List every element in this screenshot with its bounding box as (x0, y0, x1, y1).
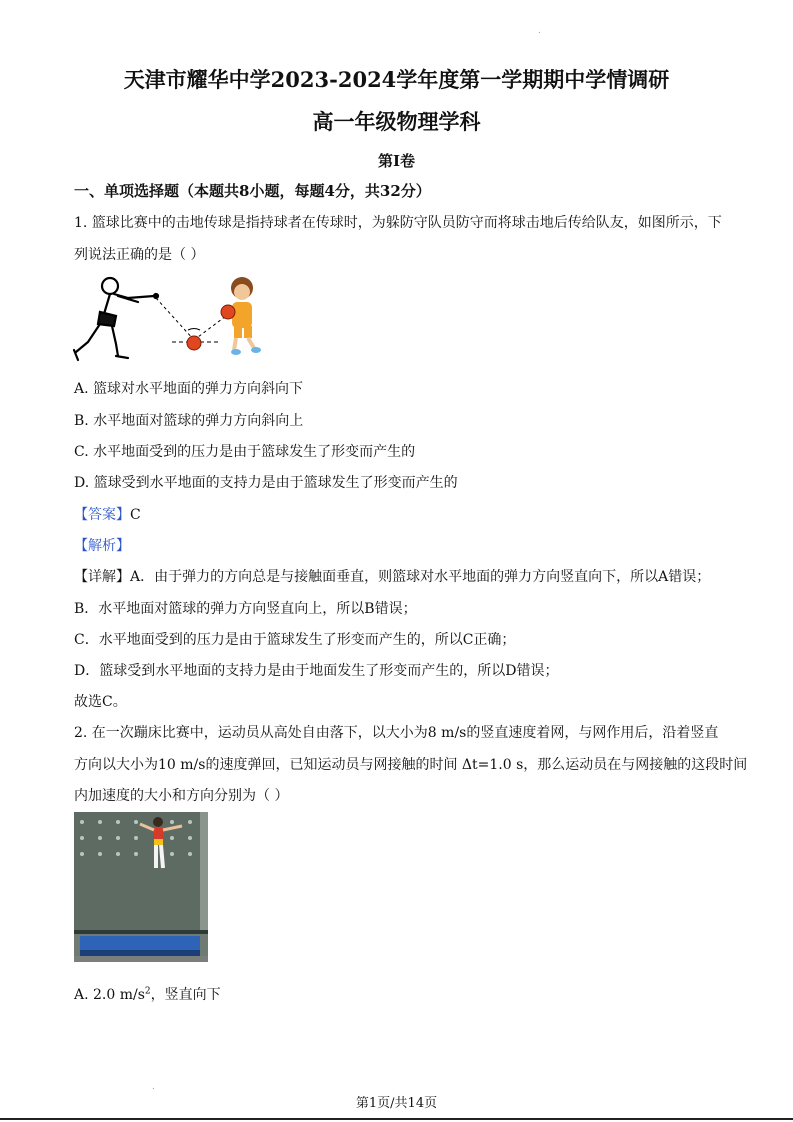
q1-option-d: D. 篮球受到水平地面的支持力是由于篮球发生了形变而产生的 (74, 475, 458, 491)
q2-stem-line3: 内加速度的大小和方向分别为（ ） (74, 788, 289, 804)
detail-line-2: B．水平地面对篮球的弹力方向竖直向上，所以B错误； (74, 601, 417, 617)
q1-option-b: B. 水平地面对篮球的弹力方向斜向上 (74, 413, 304, 429)
q1-option-c: C. 水平地面受到的压力是由于篮球发生了形变而产生的 (74, 444, 416, 460)
q2-option-a-sup: 2 (144, 986, 151, 997)
bottom-rule (0, 1118, 793, 1120)
answer-value: C (130, 507, 141, 523)
q2-stem-line2: 方向以大小为10 m/s的速度弹回，已知运动员与网接触的时间 Δt=1.0 s，那么运动员在与网接触的这段时间 (74, 757, 748, 773)
detail-line-3: C．水平地面受到的压力是由于篮球发生了形变而产生的，所以C正确； (74, 632, 516, 648)
ball-ground (187, 336, 201, 350)
receiver-figure (221, 277, 261, 355)
passer-figure (74, 278, 158, 360)
q1-option-a: A. 篮球对水平地面的弹力方向斜向下 (74, 381, 304, 397)
basketball-pass-figure (70, 272, 270, 368)
detail-line-4: D．篮球受到水平地面的支持力是由于地面发生了形变而产生的，所以D错误； (74, 663, 559, 679)
section-heading: 一、单项选择题（本题共8小题，每题4分，共32分） (74, 182, 431, 200)
analysis-tag: 【解析】 (74, 538, 130, 554)
trampoline-photo (74, 812, 208, 962)
page-title: 天津市耀华中学2023-2024学年度第一学期期中学情调研 (123, 67, 670, 92)
q1-answer (74, 504, 141, 524)
detail-tag: 【详解】 (74, 569, 130, 585)
page-subtitle: 高一年级物理学科 (312, 109, 481, 134)
detail-line-5: 故选C。 (74, 694, 127, 710)
q1-stem-line2: 列说法正确的是（ ） (74, 247, 205, 263)
answer-tag: 【答案】 (74, 507, 130, 523)
footer-dot: . (152, 1082, 155, 1092)
detail-text-1: A．由于弹力的方向总是与接触面垂直，则篮球对水平地面的弹力方向竖直向下，所以A错误； (130, 569, 711, 585)
q2-stem-line1: 2. 在一次蹦床比赛中，运动员从高处自由落下，以大小为8 m/s的竖直速度着网，与网作用后，沿着竖直 (74, 725, 719, 741)
detail-line-1 (74, 566, 710, 586)
corner-dot: . (538, 26, 541, 36)
volume-heading: 第I卷 (377, 152, 416, 170)
q2-option-a (74, 984, 221, 1004)
page-number: 第1页/共14页 (355, 1096, 438, 1111)
q1-stem-line1: 1. 篮球比赛中的击地传球是指持球者在传球时，为躲防守队员防守而将球击地后传给队友，如图所示，下 (74, 215, 722, 231)
q2-option-a-suffix: ，竖直向下 (150, 987, 221, 1003)
q2-option-a-prefix: A. 2.0 m/s (74, 987, 145, 1003)
